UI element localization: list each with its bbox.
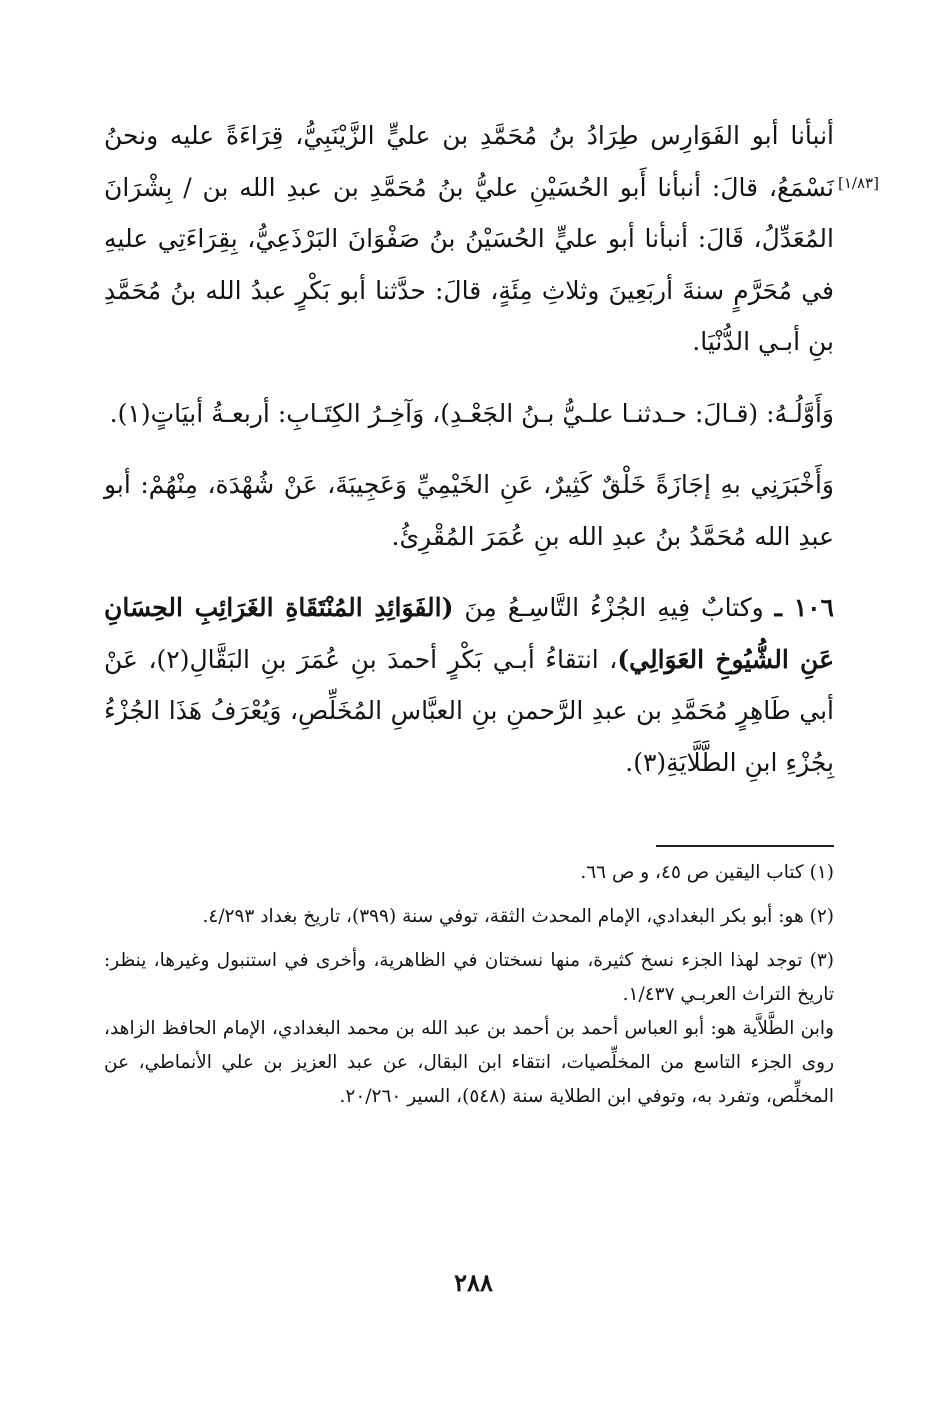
paragraph-isnad: أنبأنا أبو الفَوَارِس طِرَادُ بنُ مُحَمَّدِ بن عليٍّ الزَّيْنَبِيُّ، قِرَاءَةً عليه ونحنُ نَسْمَعُ، قالَ: أنبأنا أَبو الحُسَيْنِ عليُّ بنُ مُحَمَّدِ بن عبدِ الله بن / بِشْرَانَ المُعَدِّلُ، قَالَ: أنبأنا أبو عليٍّ الحُسَيْنُ بنُ صَفْوَانَ البَرْذَعِيُّ، بِقِرَاءَتِي عليهِ في مُحَرَّمٍ سنةَ أربَعِينَ وثلاثِ مِئَةٍ، قالَ: حدَّثنا أبو بَكْرٍ عبدُ الله بنُ مُحَمَّدِ بنِ أبـي الدُّنْيَا. [104, 121, 834, 356]
entry-number: ١٠٦ ـ [774, 593, 834, 622]
paragraph-entry-106 [104, 582, 834, 788]
manuscript-folio-reference: [١/٨٣] [838, 174, 879, 192]
footnote-2: (٢) هو: أبو بكر البغدادي، الإمام المحدث الثقة، توفي سنة (٣٩٩)، تاريخ بغداد ٤/٢٩٣. [202, 906, 834, 927]
footnote-3: (٣) توجد لهذا الجزء نسخ كثيرة، منها نسختان في الظاهرية، وأخرى في استنبول وغيرها، ينظر: تاريخ التراث العربـي ١/٤٣٧. [104, 950, 834, 1005]
entry-text-pre: وكتابٌ فِيهِ الجُزْءُ التَّاسِـعُ مِنَ [464, 593, 764, 622]
entry-text-post: ، انتقاءُ أبـي بَكْرٍ أحمدَ بنِ عُمَرَ بنِ البَقَّالِ(٢)، عَنْ أبي طَاهِرٍ مُحَمَّدِ بن عبدِ الرَّحمنِ بنِ العبَّاسِ المُخَلِّصِ، وَيُعْرَفُ هَذَا الجُزْءُ بِجُزْءِ ابنِ الطَّلَّايَةِ(٣). [104, 644, 834, 777]
footnote-1: (١) كتاب اليقين ص ٤٥، و ص ٦٦. [580, 862, 834, 883]
paragraph-ijaza: وَأَخْبَرَنِي بهِ إجَازَةً خَلْقٌ كَثِيرٌ، عَنِ الخَيْمِيِّ وَعَجِيبَةَ، عَنْ شُهْدَة، مِنْهُمْ: أبو عبدِ الله مُحَمَّدُ بنُ عبدِ الله بنِ عُمَرَ المُقْرِئُ. [104, 470, 834, 551]
main-text [104, 110, 834, 808]
footnotes [104, 856, 834, 1124]
footnote-3-continuation: وابن الطَّلاَّية هو: أبو العباس أحمد بن أحمد بن عبد الله بن محمد البغدادي، الإمام الحافظ الزاهد، روى الجزء التاسع من المخلِّصيات، انتقاء ابن البقال، عن عبد العزيز بن علي الأنماطي، عن المخلِّص، وتفرد به، وتوفي ابن الطلاية سنة (٥٤٨)، السير ٢٠/٢٦٠. [104, 1018, 834, 1107]
page-number: ٢٨٨ [454, 1268, 493, 1297]
footnote-separator [656, 845, 834, 847]
paragraph-first-last: وَأَوَّلُـهُ: (قـالَ: حـدثنـا علـيُّ بـنُ الجَعْـدِ)، وَآخِـرُ الكِتَـابِ: أربعـةُ أبيَاتٍ(١). [109, 398, 834, 428]
book-title: (الفَوَائِدِ المُنْتَقَاةِ الغَرَائِبِ الحِسَانِ عَنِ الشُّيُوخِ العَوَالِي) [104, 593, 835, 674]
